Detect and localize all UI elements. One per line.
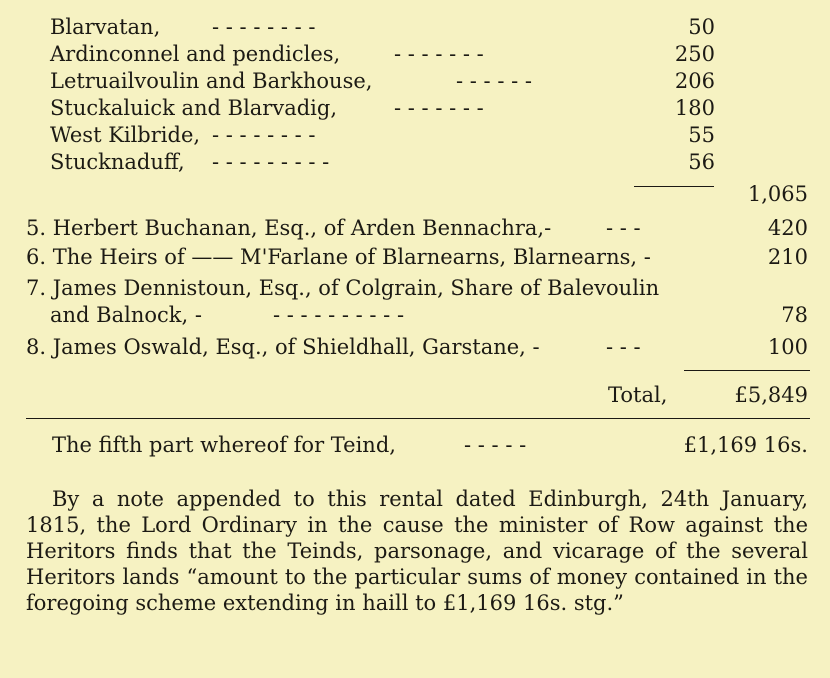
sub-item-value: 206 [674, 69, 715, 93]
sub-item-leader: - - - - - - [456, 69, 532, 93]
sub-item-label: Stuckaluick and Blarvadig, [50, 96, 338, 120]
total-label: Total, [608, 383, 668, 407]
entry-text: 5. Herbert Buchanan, Esq., of Arden Bennachra,- [26, 216, 552, 240]
total-rule [684, 370, 810, 371]
sub-item-leader: - - - - - - - - [212, 123, 316, 147]
sub-item-value: 55 [688, 123, 715, 147]
sub-item-label: West Kilbride, [50, 123, 201, 147]
teind-value: £1,169 16s. [683, 433, 808, 457]
teind-label: The fifth part whereof for Teind, [52, 433, 396, 457]
entry-text: 7. James Dennistoun, Esq., of Colgrain, Share of Balevoulin [26, 276, 660, 300]
teind-leader: - - - - - [464, 433, 527, 457]
entry-text: 6. The Heirs of —— M'Farlane of Blarnearns, Blarnearns, - [26, 245, 651, 269]
entry-leader: - - - [606, 335, 641, 359]
entry-value: 78 [781, 303, 808, 327]
entry-leader: - - - - - - - - - - [273, 303, 405, 327]
sub-item-label: Ardinconnel and pendicles, [50, 42, 341, 66]
entry-text: 8. James Oswald, Esq., of Shieldhall, Garstane, - [26, 335, 540, 359]
entry-value: 100 [767, 335, 808, 359]
sub-item-leader: - - - - - - - - - [212, 150, 330, 174]
sub-item-value: 50 [688, 15, 715, 39]
sub-item-leader: - - - - - - - [394, 42, 484, 66]
sub-item-label: Blarvatan, [50, 15, 161, 39]
entry-leader: - - - [606, 216, 641, 240]
sub-item-value: 250 [674, 42, 715, 66]
sub-item-leader: - - - - - - - [394, 96, 484, 120]
sub-item-label: Letruailvoulin and Barkhouse, [50, 69, 373, 93]
sub-item-leader: - - - - - - - - [212, 15, 316, 39]
total-bottom-rule [26, 418, 810, 419]
note-paragraph: By a note appended to this rental dated Edinburgh, 24th January, 1815, the Lord Ordinary in the cause the minister of Row against the Heritors finds that the Teinds, parsonage, and vicarage of the several Heritors lands “amount to the particular sums of money contained in the foregoing scheme extending in haill to £1,169 16s. stg.” [26, 487, 808, 615]
sub-item-value: 180 [674, 96, 715, 120]
subtotal-value: 1,065 [747, 182, 808, 206]
entry-value: 210 [767, 245, 808, 269]
sub-item-value: 56 [688, 150, 715, 174]
entry-text: and Balnock, - [50, 303, 202, 327]
entry-value: 420 [767, 216, 808, 240]
total-value: £5,849 [734, 383, 808, 407]
sub-item-label: Stucknaduff, [50, 150, 185, 174]
